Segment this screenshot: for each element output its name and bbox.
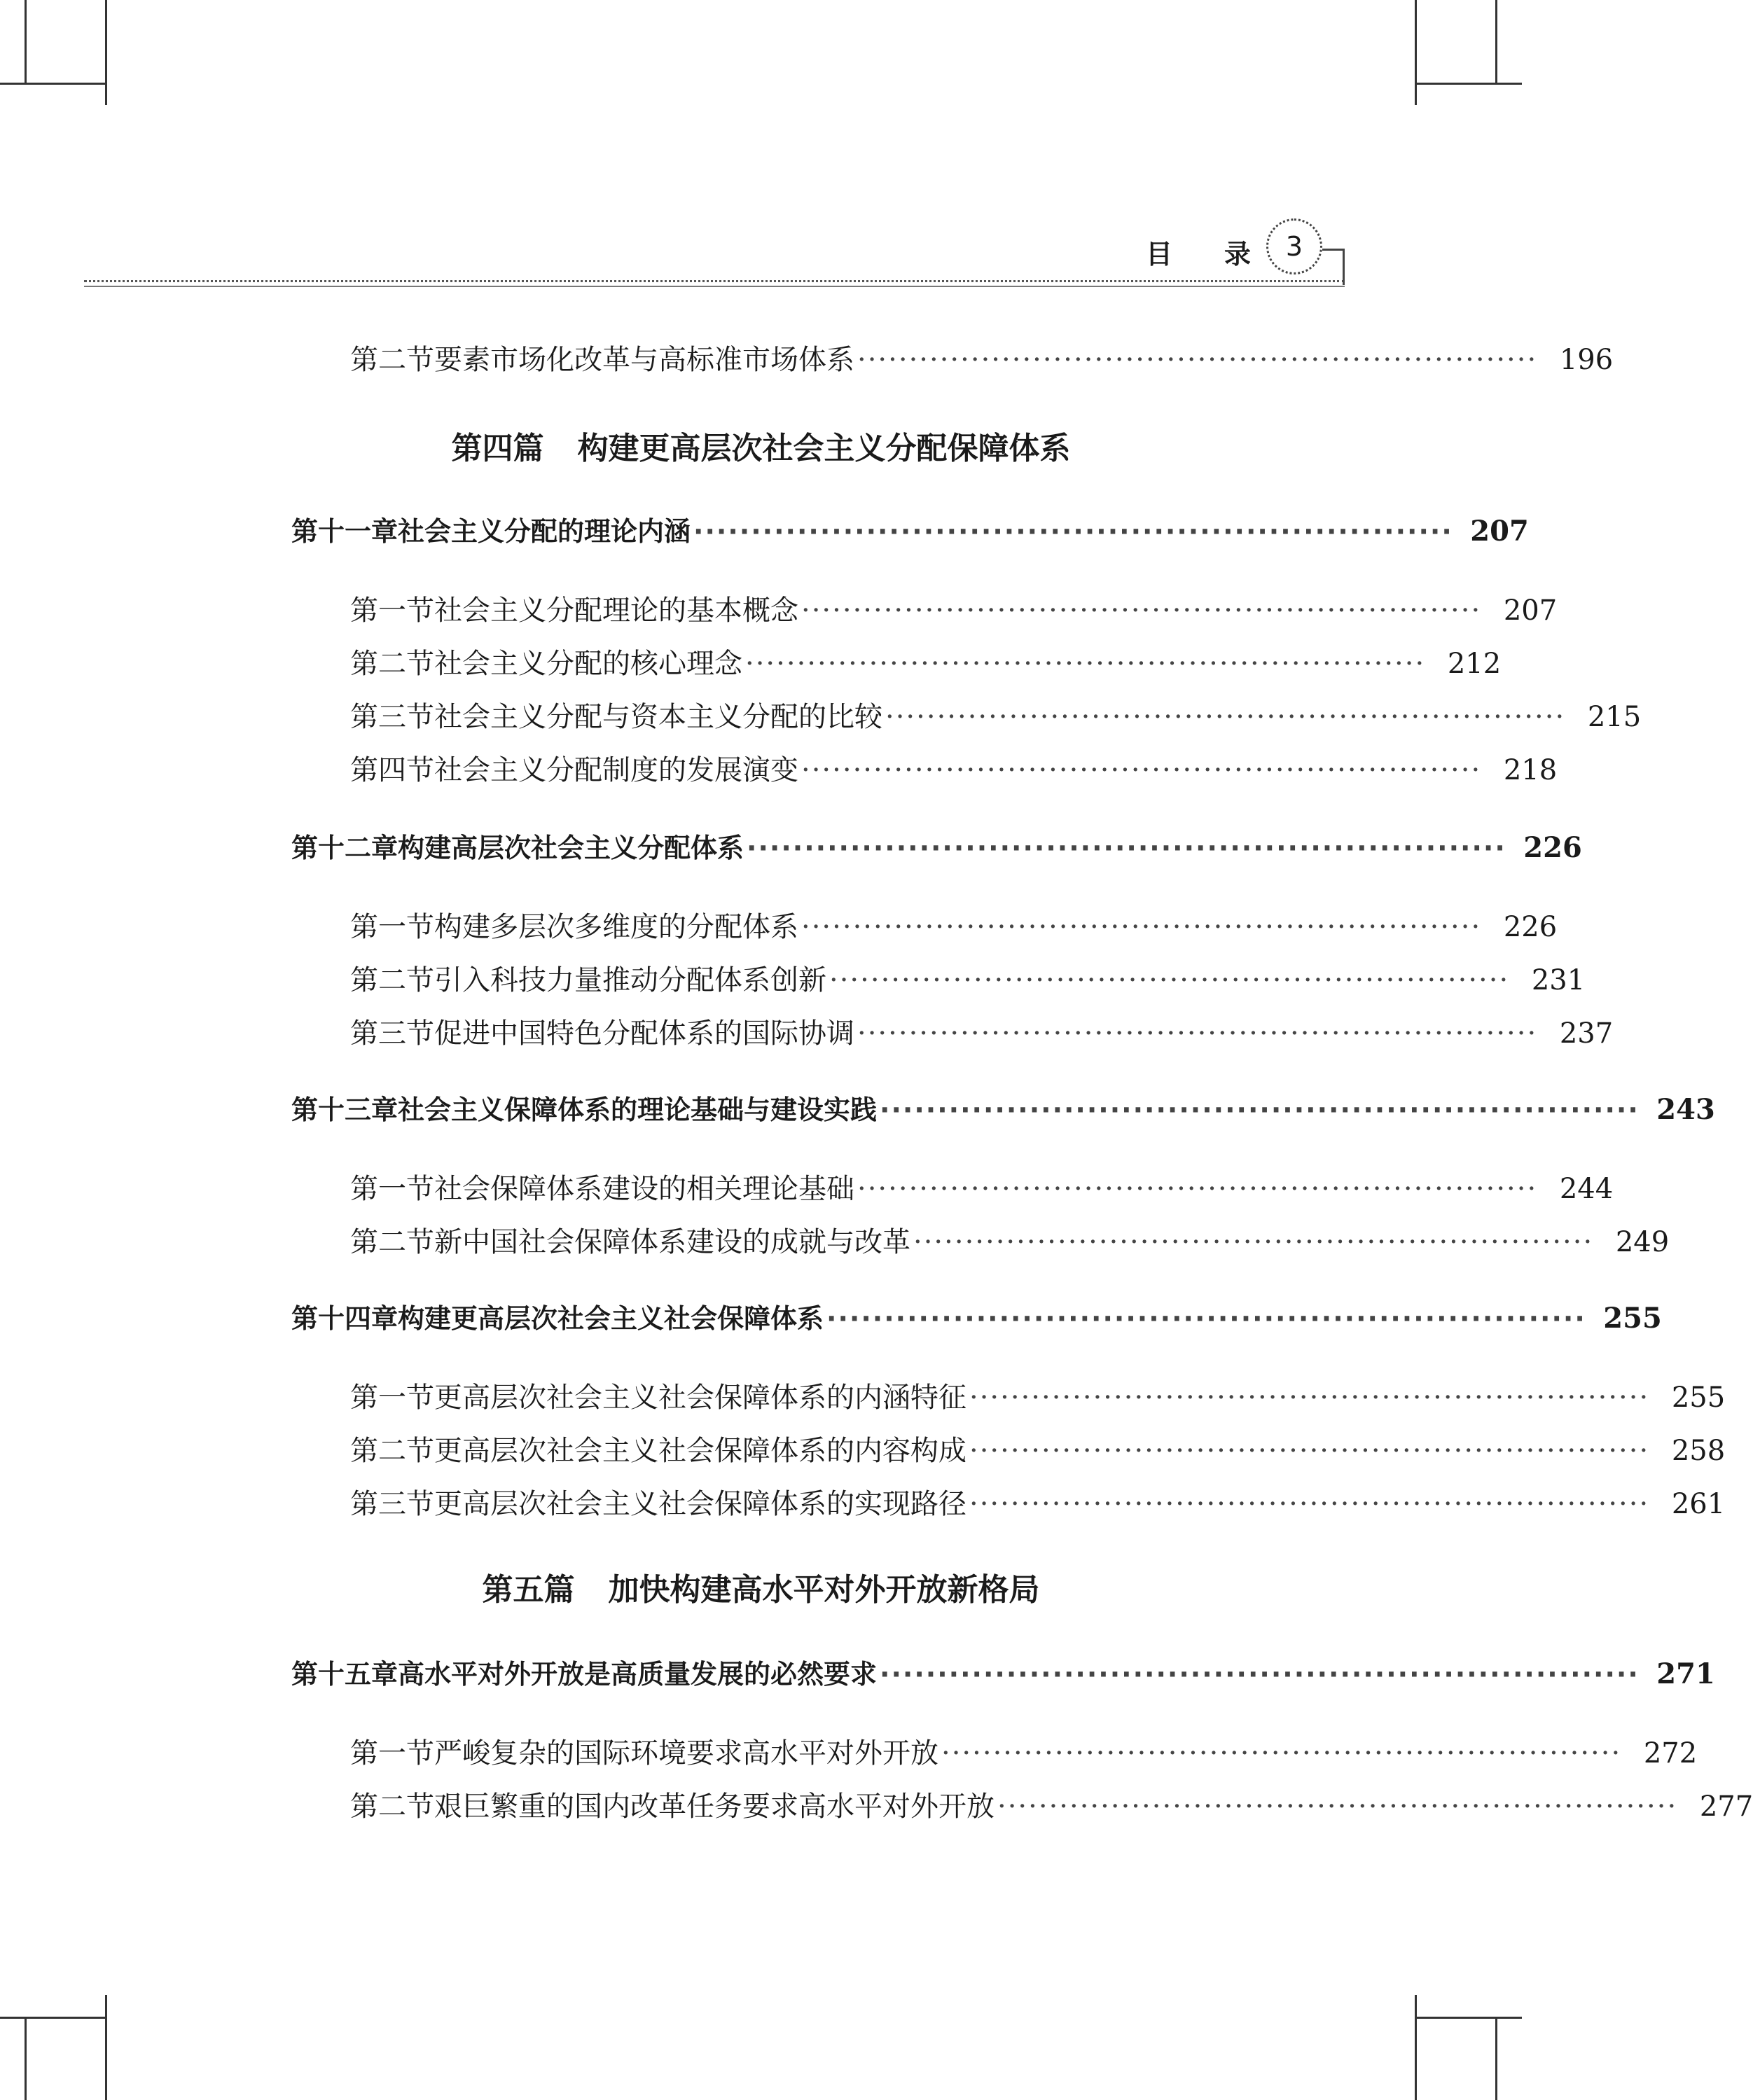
crop-mark bbox=[1417, 83, 1522, 85]
chapter-label: 第十二章 bbox=[291, 833, 399, 863]
toc-section-entry[interactable] bbox=[350, 1220, 1670, 1260]
page-number: 3 bbox=[1285, 231, 1303, 262]
chapter-title: 构建更高层次社会主义社会保障体系 bbox=[398, 1303, 824, 1334]
crop-mark bbox=[1495, 0, 1497, 83]
toc-section-entry[interactable] bbox=[350, 748, 1558, 788]
leader-dots: ·································································· bbox=[801, 594, 1482, 627]
page-ref: 207 bbox=[1470, 515, 1529, 548]
section-title: 社会保障体系建设的相关理论基础 bbox=[434, 1173, 854, 1205]
toc-part-heading[interactable] bbox=[0, 423, 1522, 468]
toc-part-heading[interactable] bbox=[0, 1564, 1522, 1609]
page-ref: 277 bbox=[1699, 1790, 1753, 1823]
toc-section-entry[interactable] bbox=[350, 1428, 1726, 1468]
section-title: 新中国社会保障体系建设的成就与改革 bbox=[434, 1226, 910, 1258]
section-title: 更高层次社会主义社会保障体系的内容构成 bbox=[434, 1435, 966, 1467]
section-label: 第三节 bbox=[350, 701, 434, 733]
section-label: 第二节 bbox=[350, 648, 434, 680]
page-ref: 255 bbox=[1671, 1382, 1726, 1414]
leader-dots: ·································································· bbox=[693, 516, 1453, 547]
section-label: 第三节 bbox=[350, 1017, 434, 1050]
header-rule bbox=[84, 280, 1345, 282]
page-ref: 244 bbox=[1559, 1173, 1614, 1205]
page-ref: 237 bbox=[1559, 1017, 1614, 1050]
page-ref: 215 bbox=[1587, 701, 1642, 733]
leader-dots: ·································································· bbox=[885, 701, 1566, 733]
leader-dots: ·································································· bbox=[857, 344, 1538, 376]
section-title: 严峻复杂的国际环境要求高水平对外开放 bbox=[434, 1737, 938, 1769]
toc-chapter-entry[interactable] bbox=[291, 1088, 1715, 1127]
crop-mark bbox=[25, 0, 27, 83]
section-title: 更高层次社会主义社会保障体系的内涵特征 bbox=[434, 1382, 966, 1414]
section-label: 第三节 bbox=[350, 1488, 434, 1520]
toc-section-entry[interactable] bbox=[350, 1167, 1614, 1207]
header-title-char-2: 录 bbox=[1224, 239, 1252, 270]
page-ref: 212 bbox=[1447, 648, 1502, 680]
page-number-badge bbox=[1266, 218, 1322, 274]
header-rule bbox=[84, 286, 1345, 287]
leader-dots: ·································································· bbox=[857, 1017, 1538, 1050]
crop-mark bbox=[0, 2017, 105, 2019]
section-title: 更高层次社会主义社会保障体系的实现路径 bbox=[434, 1488, 966, 1520]
chapter-label: 第十一章 bbox=[291, 516, 399, 547]
header-bracket bbox=[1322, 249, 1345, 285]
toc-section-entry[interactable] bbox=[350, 1011, 1614, 1051]
toc-chapter-entry[interactable] bbox=[291, 1297, 1662, 1335]
leader-dots: ·································································· bbox=[880, 1659, 1640, 1690]
crop-mark bbox=[0, 83, 105, 85]
section-label: 第四节 bbox=[350, 754, 434, 786]
crop-mark bbox=[1417, 2017, 1522, 2019]
page-ref: 271 bbox=[1656, 1657, 1715, 1690]
leader-dots: ·································································· bbox=[941, 1737, 1622, 1769]
toc-section-entry[interactable] bbox=[350, 1731, 1698, 1771]
crop-mark bbox=[105, 1995, 107, 2100]
section-label: 第一节 bbox=[350, 1737, 434, 1769]
section-label: 第一节 bbox=[350, 1173, 434, 1205]
leader-dots: ·································································· bbox=[913, 1226, 1594, 1258]
toc-section-entry[interactable] bbox=[350, 1375, 1726, 1415]
page-ref: 231 bbox=[1531, 964, 1586, 996]
toc-section-entry[interactable] bbox=[350, 338, 1614, 377]
section-title: 构建多层次多维度的分配体系 bbox=[434, 911, 798, 943]
toc-chapter-entry[interactable] bbox=[291, 1653, 1715, 1691]
leader-dots: ·································································· bbox=[745, 648, 1426, 680]
page-ref: 226 bbox=[1503, 911, 1558, 943]
leader-dots: ·································································· bbox=[880, 1094, 1640, 1125]
header-title-char-1: 目 bbox=[1146, 239, 1173, 270]
chapter-title: 构建高层次社会主义分配体系 bbox=[398, 833, 744, 863]
crop-mark bbox=[25, 2017, 27, 2100]
toc-section-entry[interactable] bbox=[350, 588, 1558, 628]
toc-section-entry[interactable] bbox=[350, 695, 1642, 735]
section-title: 促进中国特色分配体系的国际协调 bbox=[434, 1017, 854, 1050]
crop-mark bbox=[1415, 1995, 1417, 2100]
crop-mark bbox=[1495, 2017, 1497, 2100]
chapter-title: 社会主义分配的理论内涵 bbox=[398, 516, 691, 547]
section-label: 第一节 bbox=[350, 911, 434, 943]
section-title: 社会主义分配制度的发展演变 bbox=[434, 754, 798, 786]
leader-dots: ·································································· bbox=[826, 1303, 1586, 1334]
toc-section-entry[interactable] bbox=[350, 641, 1502, 681]
toc-section-entry[interactable] bbox=[350, 958, 1586, 998]
page-ref: 243 bbox=[1656, 1093, 1715, 1126]
part-label: 第四篇 bbox=[451, 431, 544, 466]
chapter-title: 高水平对外开放是高质量发展的必然要求 bbox=[398, 1659, 878, 1690]
leader-dots: ·································································· bbox=[857, 1173, 1538, 1205]
toc-chapter-entry[interactable] bbox=[291, 826, 1582, 865]
section-title: 艰巨繁重的国内改革任务要求高水平对外开放 bbox=[434, 1790, 995, 1823]
page-ref: 258 bbox=[1671, 1435, 1726, 1467]
leader-dots: ·································································· bbox=[969, 1382, 1650, 1414]
section-label: 第一节 bbox=[350, 594, 434, 627]
section-label: 第二节 bbox=[350, 1435, 434, 1467]
section-label: 第二节 bbox=[350, 344, 434, 376]
chapter-label: 第十三章 bbox=[291, 1094, 399, 1125]
page-ref: 196 bbox=[1559, 344, 1614, 376]
leader-dots: ·································································· bbox=[801, 754, 1482, 786]
page-ref: 255 bbox=[1603, 1302, 1662, 1335]
toc-section-entry[interactable] bbox=[350, 905, 1558, 945]
toc-section-entry[interactable] bbox=[350, 1482, 1726, 1522]
page-ref: 261 bbox=[1671, 1488, 1726, 1520]
toc-section-entry[interactable] bbox=[350, 1784, 1753, 1824]
section-title: 社会主义分配理论的基本概念 bbox=[434, 594, 798, 627]
leader-dots: ·································································· bbox=[801, 911, 1482, 943]
section-label: 第一节 bbox=[350, 1382, 434, 1414]
page-ref: 226 bbox=[1523, 831, 1582, 864]
page-ref: 249 bbox=[1615, 1226, 1670, 1258]
part-title: 构建更高层次社会主义分配保障体系 bbox=[577, 431, 1071, 466]
leader-dots: ·································································· bbox=[829, 964, 1510, 996]
chapter-label: 第十五章 bbox=[291, 1659, 399, 1690]
leader-dots: ·································································· bbox=[969, 1435, 1650, 1467]
part-title: 加快构建高水平对外开放新格局 bbox=[608, 1572, 1040, 1608]
section-title: 要素市场化改革与高标准市场体系 bbox=[434, 344, 854, 376]
page-ref: 272 bbox=[1643, 1737, 1698, 1769]
leader-dots: ·································································· bbox=[997, 1790, 1678, 1823]
leader-dots: ·································································· bbox=[969, 1488, 1650, 1520]
section-title: 社会主义分配与资本主义分配的比较 bbox=[434, 701, 882, 733]
crop-mark bbox=[105, 0, 107, 105]
section-label: 第二节 bbox=[350, 1226, 434, 1258]
leader-dots: ·································································· bbox=[747, 833, 1506, 863]
section-title: 引入科技力量推动分配体系创新 bbox=[434, 964, 826, 996]
chapter-label: 第十四章 bbox=[291, 1303, 399, 1334]
chapter-title: 社会主义保障体系的理论基础与建设实践 bbox=[398, 1094, 878, 1125]
toc-chapter-entry[interactable] bbox=[291, 510, 1529, 548]
page-ref: 218 bbox=[1503, 754, 1558, 786]
section-label: 第二节 bbox=[350, 964, 434, 996]
crop-mark bbox=[1415, 0, 1417, 105]
page-ref: 207 bbox=[1503, 594, 1558, 627]
part-label: 第五篇 bbox=[482, 1572, 575, 1608]
section-title: 社会主义分配的核心理念 bbox=[434, 648, 742, 680]
section-label: 第二节 bbox=[350, 1790, 434, 1823]
